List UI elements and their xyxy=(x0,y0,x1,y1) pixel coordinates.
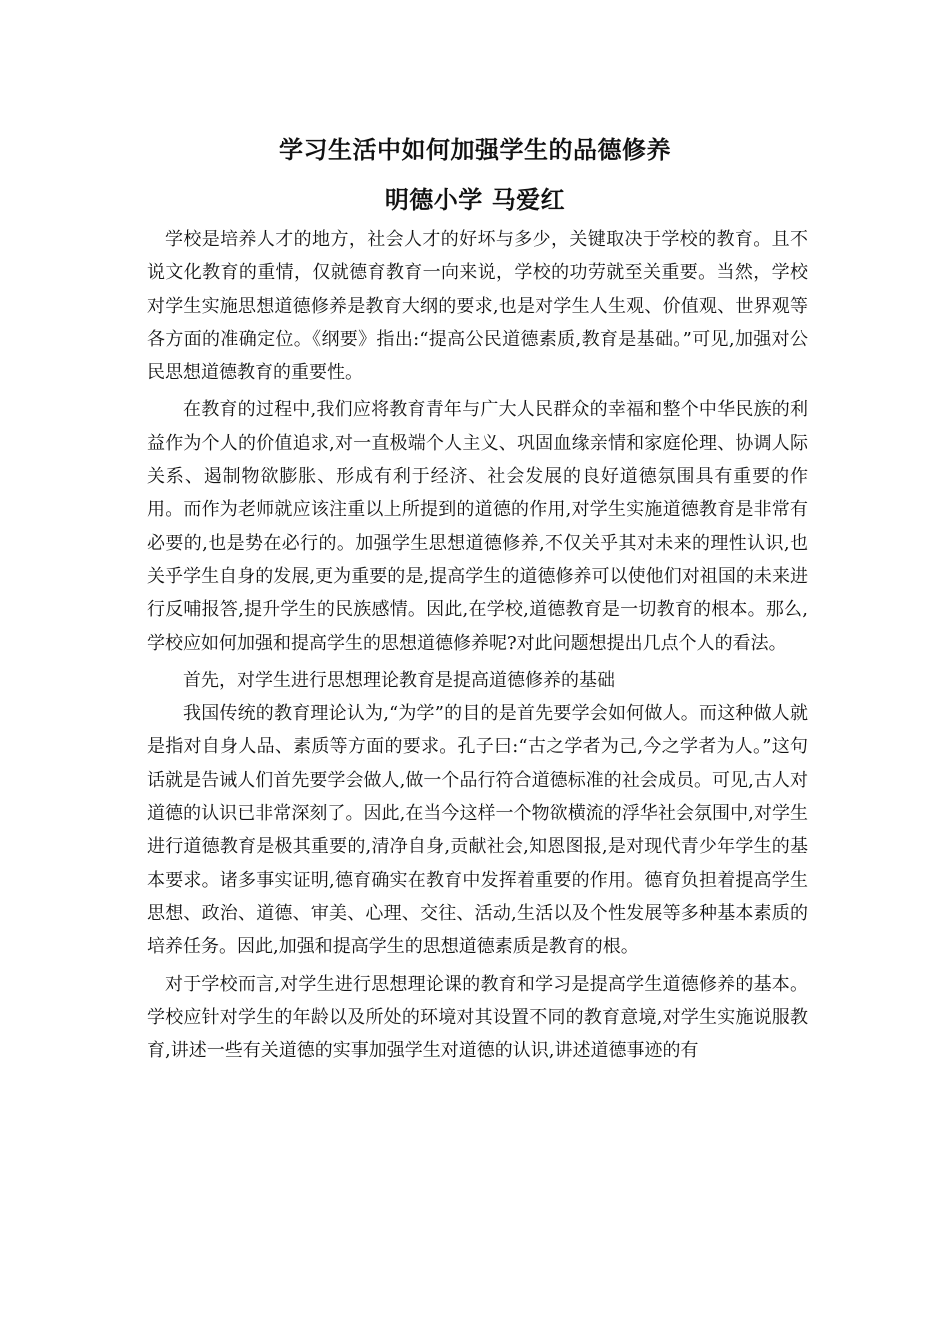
paragraph-2: 在教育的过程中,我们应将教育青年与广大人民群众的幸福和整个中华民族的利益作为个人的价值追求,对一直极端个人主义、巩固血缘亲情和家庭伦理、协调人际关系、遏制物欲膨胀、形成有利于经济、社会发展的良好道德氛围具有重要的作用。而作为老师就应该注重以上所提到的道德的作用,对学生实施道德教育是非常有必要的,也是势在必行的。加强学生思想道德修养,不仅关乎其对未来的理性认识,也关乎学生自身的发展,更为重要的是,提高学生的道德修养可以使他们对祖国的未来进行反哺报答,提升学生的民族感情。因此,在学校,道德教育是一切教育的根本。那么,学校应如何加强和提高学生的思想道德修养呢?对此问题想提出几点个人的看法。 xyxy=(147,399,808,654)
section-heading: 首先，对学生进行思想理论教育是提高道德修养的基础 xyxy=(183,669,615,691)
paragraph-4: 对于学校而言,对学生进行思想理论课的教育和学习是提高学生道德修养的基本。学校应针对学生的年龄以及所处的环境对其设置不同的教育意境,对学生实施说服教育,讲述一些有关道德的实事加强学生对道德的认识,讲述道德事迹的有 xyxy=(147,973,808,1062)
paragraph-1: 学校是培养人才的地方，社会人才的好坏与多少，关键取决于学校的教育。且不说文化教育的重情，仅就德育教育一向来说，学校的功劳就至关重要。当然，学校对学生实施思想道德修养是教育大纲的要求,也是对学生人生观、价值观、世界观等各方面的准确定位。《纲要》指出:“提高公民道德素质,教育是基础。”可见,加强对公民思想道德教育的重要性。 xyxy=(147,229,808,384)
document-title: 学习生活中如何加强学生的品德修养 xyxy=(279,135,671,164)
document-byline: 明德小学 马爱红 xyxy=(384,185,566,214)
paragraph-3: 我国传统的教育理论认为,“为学”的目的是首先要学会如何做人。而这种做人就是指对自身人品、素质等方面的要求。孔子曰:“古之学者为己,今之学者为人。”这句话就是告诫人们首先要学会做人,做一个品行符合道德标准的社会成员。可见,古人对道德的认识已非常深刻了。因此,在当今这样一个物欲横流的浮华社会氛围中,对学生进行道德教育是极其重要的,清净自身,贡献社会,知恩图报,是对现代青少年学生的基本要求。诸多事实证明,德育确实在教育中发挥着重要的作用。德育负担着提高学生思想、政治、道德、审美、心理、交往、活动,生活以及个性发展等多种基本素质的培养任务。因此,加强和提高学生的思想道德素质是教育的根。 xyxy=(147,703,808,958)
document-body xyxy=(147,223,808,1067)
